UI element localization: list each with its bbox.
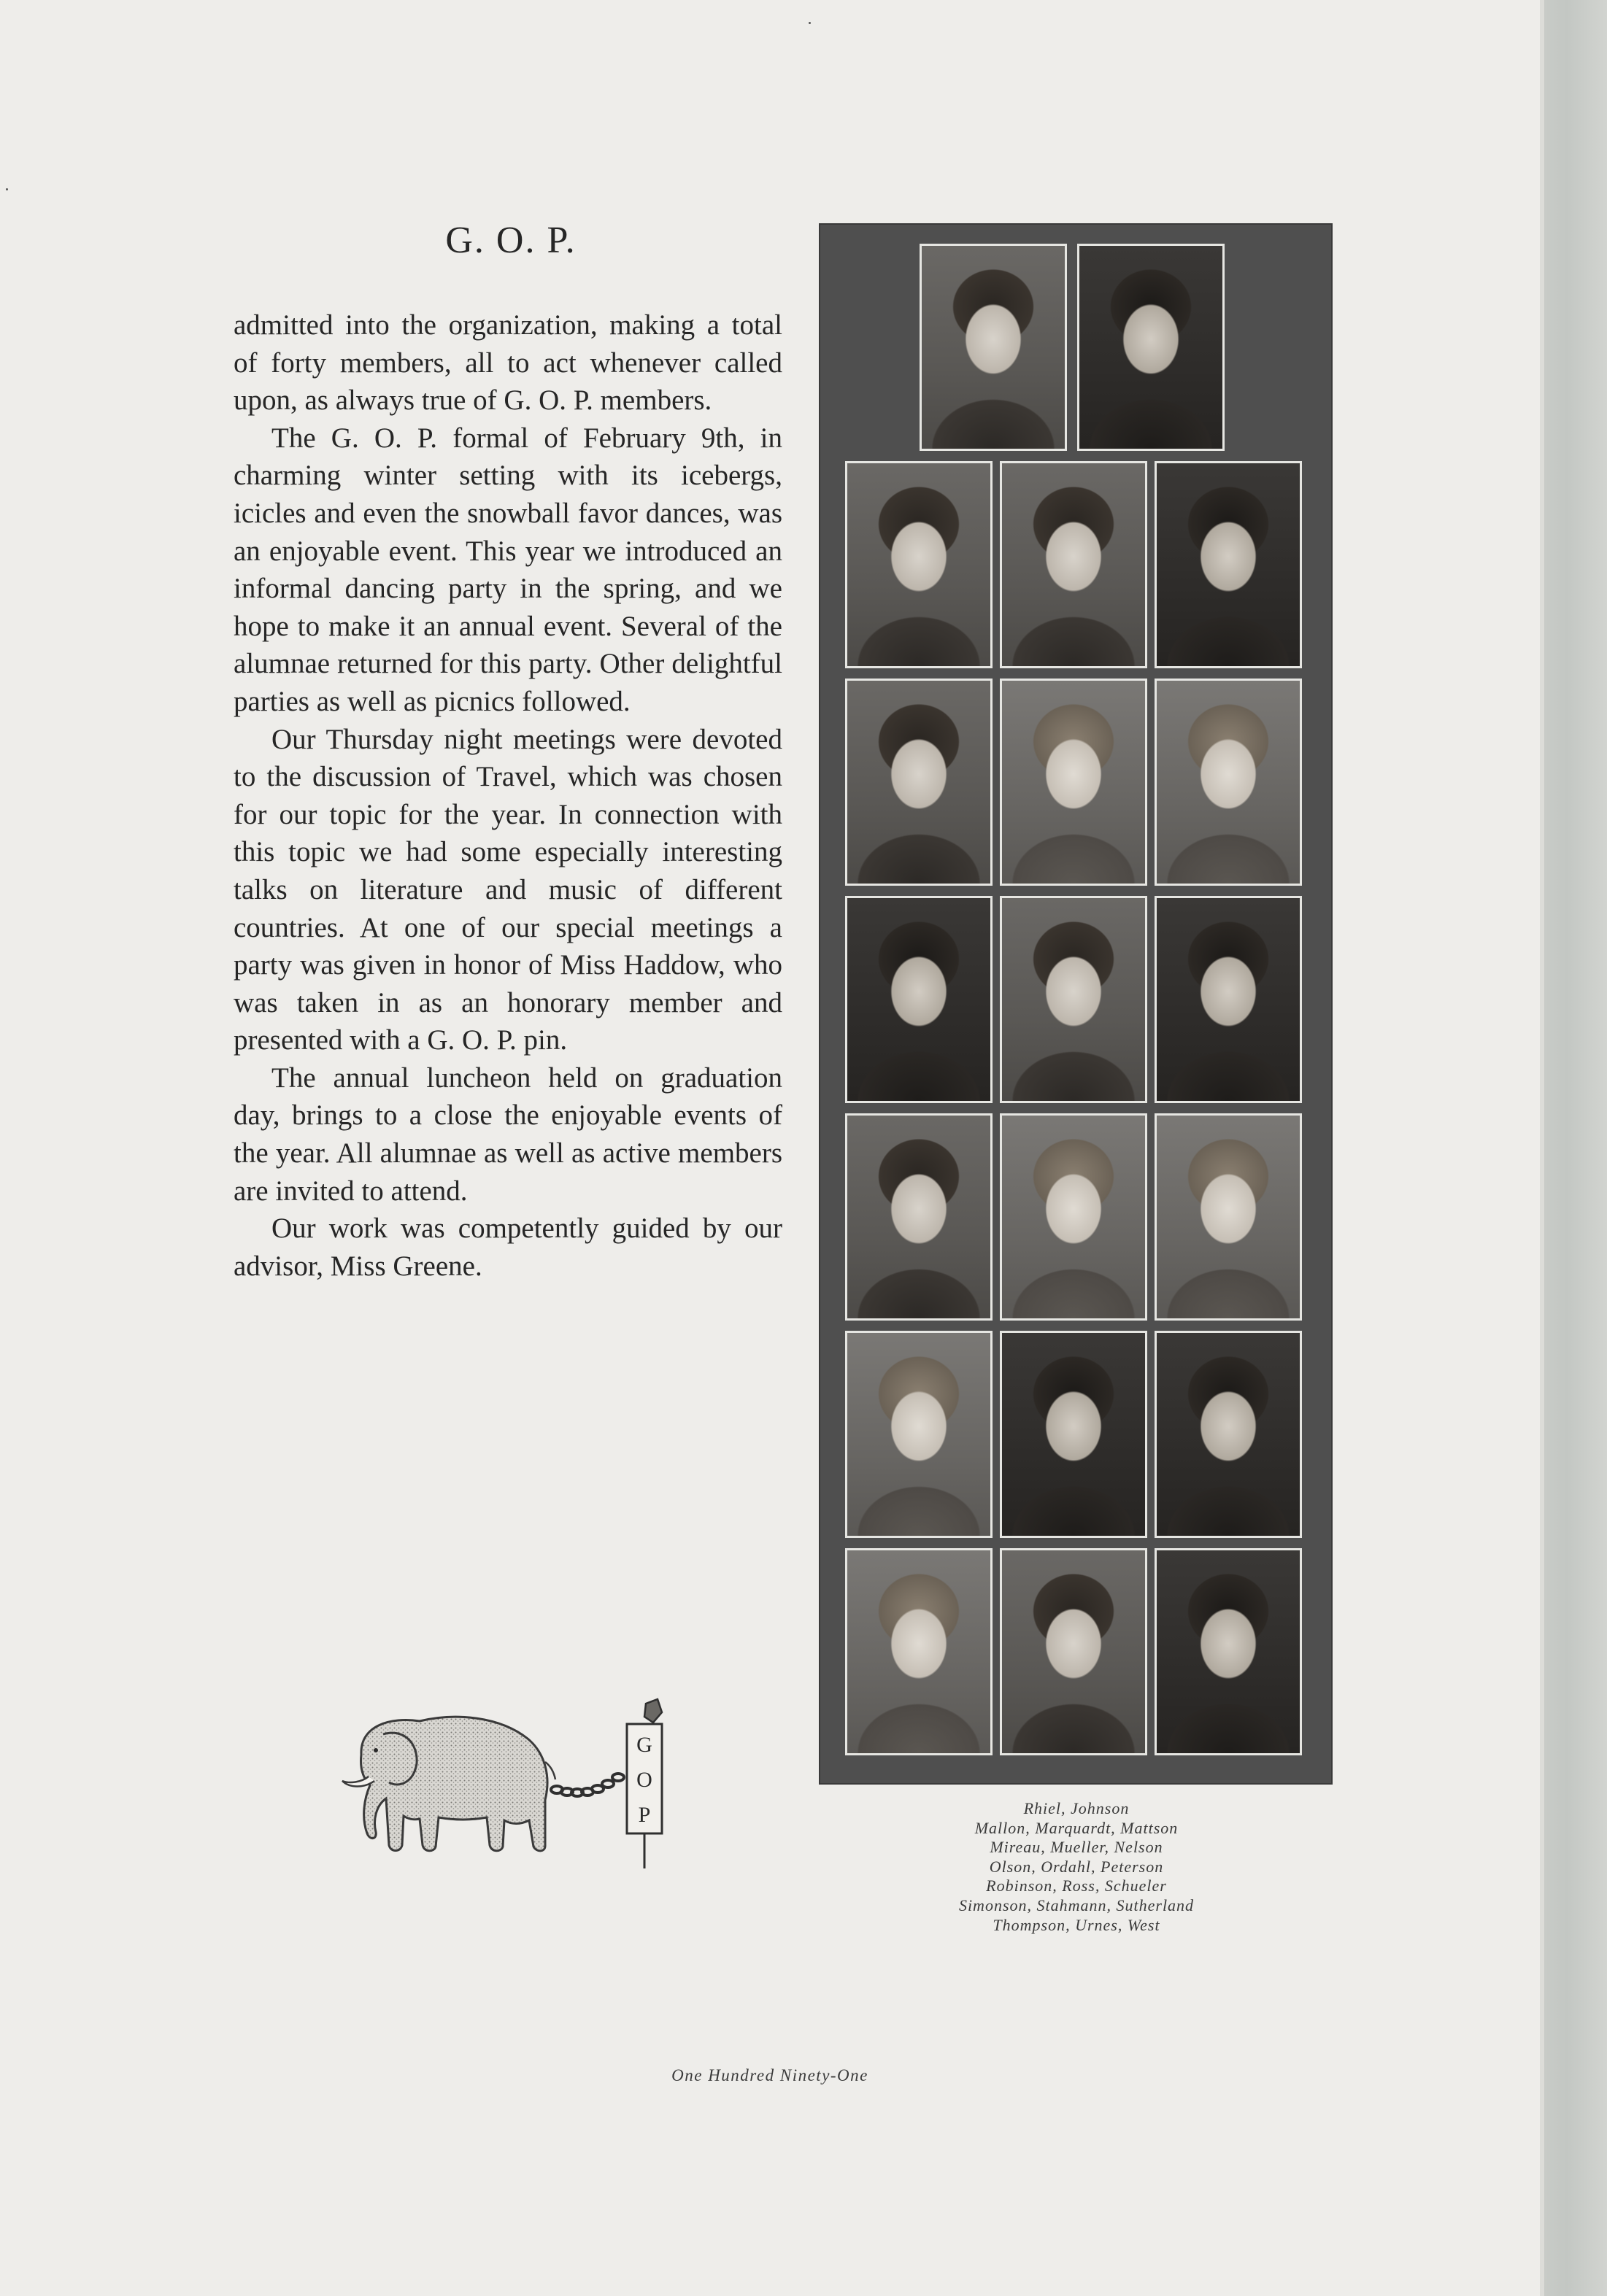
portrait-photo bbox=[1155, 679, 1302, 886]
portrait-photo bbox=[1000, 1548, 1147, 1755]
portrait-photo bbox=[920, 244, 1067, 451]
portrait-photo bbox=[845, 1331, 993, 1538]
caption-line: Simonson, Stahmann, Sutherland bbox=[958, 1895, 1195, 1914]
portrait-photo bbox=[845, 461, 993, 668]
dust-speck bbox=[6, 188, 8, 190]
pin-letter: O bbox=[636, 1768, 652, 1792]
paragraph: The annual luncheon held on graduation day, brings to a close the enjoyable events of the year. All alumnae as well as active members are invited to attend. bbox=[234, 1062, 782, 1207]
elephant-icon bbox=[342, 1717, 555, 1851]
elephant-emblem-icon bbox=[332, 1696, 675, 1879]
portrait-panel bbox=[819, 223, 1333, 1785]
page-title: G. O. P. bbox=[445, 220, 577, 261]
portrait-photo bbox=[845, 1548, 993, 1755]
page-number: One Hundred Ninety-One bbox=[671, 2066, 868, 2084]
portrait-photo bbox=[1155, 461, 1302, 668]
paragraph: The G. O. P. formal of February 9th, in charming winter setting with its icebergs, icicles and even the snowball favor dances, was an enjoyable event. This year we introduced an informal dancing party in the spring, and we hope to make it an annual event. Several of the alumnae returned for this party. Other delightful parties as well as picnics followed. bbox=[234, 422, 782, 717]
dust-speck bbox=[809, 22, 811, 24]
paragraph: Our work was competently guided by our advisor, Miss Greene. bbox=[234, 1213, 782, 1282]
portrait-photo bbox=[845, 1113, 993, 1321]
portrait-caption bbox=[876, 1799, 1277, 1935]
portrait-photo bbox=[1000, 461, 1147, 668]
portrait-photo bbox=[845, 896, 993, 1103]
pin-letter: G bbox=[636, 1733, 652, 1757]
portrait-photo bbox=[1000, 896, 1147, 1103]
body-text bbox=[234, 306, 782, 1285]
portrait-photo bbox=[1077, 244, 1225, 451]
caption-line: Olson, Ordahl, Peterson bbox=[989, 1857, 1164, 1876]
pin-letter: P bbox=[638, 1803, 651, 1827]
portrait-photo bbox=[1155, 896, 1302, 1103]
portrait-photo bbox=[1000, 1113, 1147, 1321]
portrait-photo bbox=[845, 679, 993, 886]
portrait-photo bbox=[1000, 1331, 1147, 1538]
portrait-photo bbox=[1155, 1331, 1302, 1538]
gop-pin-icon bbox=[627, 1699, 662, 1868]
page-edge bbox=[1540, 0, 1607, 2296]
chain-icon bbox=[551, 1774, 624, 1796]
portrait-photo bbox=[1000, 679, 1147, 886]
paragraph: admitted into the organization, making a total of forty members, all to act whenever called upon, as always true of G. O. P. members. bbox=[234, 309, 782, 417]
paragraph: Our Thursday night meetings were devoted to the discussion of Travel, which was chosen for our topic for the year. In connection with this topic we had some especially interesting talks on literature and music of different countries. At one of our special meetings a party was given in honor of Miss Haddow, who was taken in as an honorary member and presented with a G. O. P. pin. bbox=[234, 723, 782, 1056]
caption-line: Thompson, Urnes, West bbox=[993, 1915, 1160, 1934]
portrait-photo bbox=[1155, 1548, 1302, 1755]
caption-line: Mireau, Mueller, Nelson bbox=[990, 1838, 1163, 1857]
portrait-photo bbox=[1155, 1113, 1302, 1321]
caption-line: Robinson, Ross, Schueler bbox=[986, 1876, 1167, 1895]
caption-line: Rhiel, Johnson bbox=[1023, 1799, 1130, 1817]
caption-line: Mallon, Marquardt, Mattson bbox=[974, 1818, 1179, 1837]
